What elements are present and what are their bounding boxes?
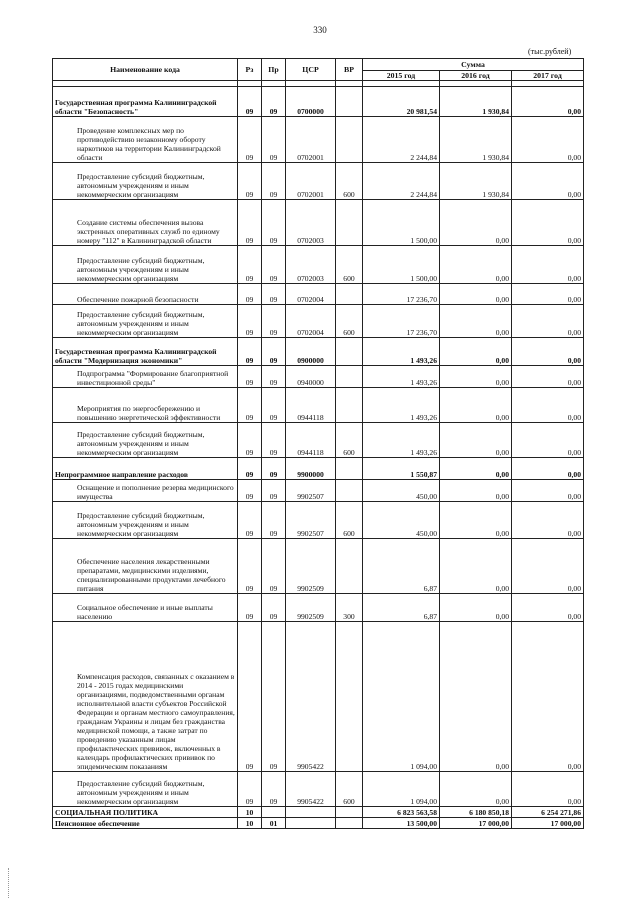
cell-vr (336, 458, 363, 480)
cell-2017: 17 000,00 (512, 818, 584, 829)
cell-2015: 1 550,87 (363, 458, 440, 480)
cell-name: Создание системы обеспечения вызова экстренных оперативных служб по единому номеру "112" в Калининградской области (53, 200, 238, 246)
cell-vr: 600 (336, 305, 363, 338)
cell-2017: 0,00 (512, 366, 584, 388)
table-row (53, 807, 584, 818)
margin-marks (8, 868, 11, 898)
table-row (53, 622, 584, 772)
cell-csr: 9902509 (286, 539, 336, 594)
cell-2016: 17 000,00 (440, 818, 512, 829)
header-year-2017: 2017 год (512, 71, 584, 81)
cell-2017: 0,00 (512, 246, 584, 284)
cell-vr (336, 200, 363, 246)
cell-vr: 600 (336, 772, 363, 807)
cell-pr: 09 (262, 305, 286, 338)
cell-vr (336, 338, 363, 366)
cell-2015: 2 244,84 (363, 163, 440, 200)
cell-vr: 600 (336, 163, 363, 200)
cell-2017: 0,00 (512, 117, 584, 163)
header-vr: ВР (336, 59, 363, 81)
cell-2017: 0,00 (512, 480, 584, 502)
cell-2016: 0,00 (440, 423, 512, 458)
cell-2016: 0,00 (440, 458, 512, 480)
cell-vr (336, 284, 363, 305)
cell-2015: 1 493,26 (363, 338, 440, 366)
cell-pr: 09 (262, 87, 286, 117)
cell-rz: 09 (238, 594, 262, 622)
cell-pr: 01 (262, 818, 286, 829)
table-row (53, 480, 584, 502)
cell-2017: 0,00 (512, 388, 584, 423)
table-row (53, 305, 584, 338)
cell-csr (286, 818, 336, 829)
cell-vr (336, 622, 363, 772)
cell-2015: 1 493,26 (363, 423, 440, 458)
cell-2017: 0,00 (512, 594, 584, 622)
cell-name: Оснащение и пополнение резерва медицинского имущества (53, 480, 238, 502)
cell-2015: 1 094,00 (363, 772, 440, 807)
cell-vr: 600 (336, 423, 363, 458)
cell-2017: 0,00 (512, 423, 584, 458)
header-sum: Сумма (363, 59, 584, 71)
cell-pr: 09 (262, 388, 286, 423)
cell-name: Мероприятия по энергосбережению и повышению энергетической эффективности (53, 388, 238, 423)
cell-2015: 1 493,26 (363, 366, 440, 388)
cell-rz: 09 (238, 366, 262, 388)
table-row (53, 594, 584, 622)
cell-2017: 0,00 (512, 163, 584, 200)
cell-2017: 0,00 (512, 502, 584, 539)
table-row (53, 200, 584, 246)
cell-2017: 0,00 (512, 622, 584, 772)
cell-2017: 0,00 (512, 284, 584, 305)
cell-2016: 0,00 (440, 366, 512, 388)
cell-2016: 1 930,84 (440, 163, 512, 200)
cell-pr (262, 807, 286, 818)
cell-pr: 09 (262, 338, 286, 366)
cell-csr: 0900000 (286, 338, 336, 366)
cell-2015: 1 493,26 (363, 388, 440, 423)
table-row (53, 338, 584, 366)
cell-2016: 0,00 (440, 594, 512, 622)
cell-vr (336, 818, 363, 829)
cell-pr: 09 (262, 423, 286, 458)
cell-2016: 1 930,84 (440, 87, 512, 117)
cell-csr: 0702003 (286, 246, 336, 284)
cell-2017: 6 254 271,86 (512, 807, 584, 818)
cell-2016: 1 930,84 (440, 117, 512, 163)
cell-pr: 09 (262, 117, 286, 163)
cell-pr: 09 (262, 366, 286, 388)
cell-pr: 09 (262, 284, 286, 305)
cell-2015: 450,00 (363, 480, 440, 502)
units-note: (тыс.рублей) (528, 47, 572, 56)
cell-2017: 0,00 (512, 305, 584, 338)
cell-csr: 9902507 (286, 502, 336, 539)
table-row (53, 117, 584, 163)
cell-2017: 0,00 (512, 87, 584, 117)
table-row (53, 284, 584, 305)
table-row (53, 772, 584, 807)
table-row (53, 87, 584, 117)
cell-2016: 0,00 (440, 502, 512, 539)
cell-name: Подпрограмма "Формирование благоприятной инвестиционной среды" (53, 366, 238, 388)
table-row (53, 458, 584, 480)
cell-vr: 600 (336, 246, 363, 284)
table-row (53, 539, 584, 594)
cell-2017: 0,00 (512, 200, 584, 246)
cell-rz: 09 (238, 772, 262, 807)
cell-rz: 09 (238, 87, 262, 117)
cell-2017: 0,00 (512, 539, 584, 594)
cell-2017: 0,00 (512, 772, 584, 807)
header-pr: Пр (262, 59, 286, 81)
cell-2016: 0,00 (440, 246, 512, 284)
cell-name: Предоставление субсидий бюджетным, автономным учреждениям и иным некоммерческим организациям (53, 246, 238, 284)
cell-pr: 09 (262, 246, 286, 284)
cell-name: Предоставление субсидий бюджетным, автономным учреждениям и иным некоммерческим организациям (53, 502, 238, 539)
cell-csr: 0702001 (286, 163, 336, 200)
cell-pr: 09 (262, 458, 286, 480)
cell-name: Государственная программа Калининградской области "Модернизация экономики" (53, 338, 238, 366)
table-row (53, 163, 584, 200)
cell-pr: 09 (262, 772, 286, 807)
cell-csr: 0702003 (286, 200, 336, 246)
cell-pr: 09 (262, 622, 286, 772)
cell-name: Предоставление субсидий бюджетным, автономным учреждениям и иным некоммерческим организациям (53, 163, 238, 200)
header-csr: ЦСР (286, 59, 336, 81)
cell-vr (336, 388, 363, 423)
header-year-2016: 2016 год (440, 71, 512, 81)
cell-2016: 0,00 (440, 772, 512, 807)
cell-vr (336, 807, 363, 818)
budget-table (52, 58, 584, 829)
header-name: Наименование кода (53, 59, 238, 81)
cell-csr: 0702001 (286, 117, 336, 163)
cell-2015: 6 823 563,58 (363, 807, 440, 818)
cell-name: СОЦИАЛЬНАЯ ПОЛИТИКА (53, 807, 238, 818)
cell-csr: 9900000 (286, 458, 336, 480)
header-year-2015: 2015 год (363, 71, 440, 81)
cell-rz: 10 (238, 807, 262, 818)
cell-csr: 0944118 (286, 388, 336, 423)
cell-rz: 09 (238, 284, 262, 305)
cell-vr (336, 480, 363, 502)
cell-csr: 0702004 (286, 284, 336, 305)
cell-pr: 09 (262, 163, 286, 200)
cell-rz: 09 (238, 502, 262, 539)
cell-2015: 17 236,70 (363, 305, 440, 338)
cell-csr: 9902509 (286, 594, 336, 622)
cell-name: Пенсионное обеспечение (53, 818, 238, 829)
cell-2016: 0,00 (440, 284, 512, 305)
cell-rz: 09 (238, 480, 262, 502)
cell-csr: 9905422 (286, 772, 336, 807)
cell-pr: 09 (262, 200, 286, 246)
cell-name: Государственная программа Калининградской области "Безопасность" (53, 87, 238, 117)
cell-2015: 6,87 (363, 539, 440, 594)
cell-2017: 0,00 (512, 338, 584, 366)
cell-2015: 1 500,00 (363, 246, 440, 284)
cell-2015: 450,00 (363, 502, 440, 539)
table-row (53, 502, 584, 539)
cell-rz: 09 (238, 539, 262, 594)
cell-csr (286, 807, 336, 818)
cell-csr: 0944118 (286, 423, 336, 458)
cell-2017: 0,00 (512, 458, 584, 480)
cell-2015: 13 500,00 (363, 818, 440, 829)
cell-2015: 2 244,84 (363, 117, 440, 163)
cell-csr: 0702004 (286, 305, 336, 338)
cell-2016: 0,00 (440, 480, 512, 502)
table-row (53, 388, 584, 423)
table-body (53, 81, 584, 829)
cell-rz: 10 (238, 818, 262, 829)
cell-csr: 9905422 (286, 622, 336, 772)
cell-csr: 0940000 (286, 366, 336, 388)
cell-rz: 09 (238, 458, 262, 480)
cell-rz: 09 (238, 388, 262, 423)
cell-rz: 09 (238, 200, 262, 246)
cell-name: Непрограммное направление расходов (53, 458, 238, 480)
cell-pr: 09 (262, 480, 286, 502)
cell-vr (336, 539, 363, 594)
cell-2015: 1 094,00 (363, 622, 440, 772)
cell-2016: 0,00 (440, 200, 512, 246)
cell-pr: 09 (262, 539, 286, 594)
cell-name: Компенсация расходов, связанных с оказанием в 2014 - 2015 годах медицинскими организациями, подведомственными органам исполнительной власти субъектов Российской Федерации и органам местного самоуправления, гражданам Украины и лицам без гражданства медицинской помощи, а также затрат по проведению указанным лицам профилактических прививок, включенных в календарь профилактических прививок по эпидемическим показаниям (53, 622, 238, 772)
cell-name: Проведение комплексных мер по противодействию незаконному обороту наркотиков на территории Калининградской области (53, 117, 238, 163)
cell-2015: 6,87 (363, 594, 440, 622)
cell-csr: 0700000 (286, 87, 336, 117)
cell-csr: 9902507 (286, 480, 336, 502)
cell-vr (336, 117, 363, 163)
cell-rz: 09 (238, 117, 262, 163)
cell-name: Предоставление субсидий бюджетным, автономным учреждениям и иным некоммерческим организациям (53, 305, 238, 338)
cell-vr: 600 (336, 502, 363, 539)
cell-name: Предоставление субсидий бюджетным, автономным учреждениям и иным некоммерческим организациям (53, 772, 238, 807)
cell-rz: 09 (238, 305, 262, 338)
cell-name: Обеспечение населения лекарственными препаратами, медицинскими изделиями, специализированными продуктами лечебного питания (53, 539, 238, 594)
cell-rz: 09 (238, 622, 262, 772)
cell-pr: 09 (262, 502, 286, 539)
cell-2016: 6 180 850,18 (440, 807, 512, 818)
cell-rz: 09 (238, 338, 262, 366)
cell-2016: 0,00 (440, 305, 512, 338)
cell-rz: 09 (238, 163, 262, 200)
cell-vr: 300 (336, 594, 363, 622)
cell-vr (336, 366, 363, 388)
cell-name: Социальное обеспечение и иные выплаты населению (53, 594, 238, 622)
cell-2015: 20 981,54 (363, 87, 440, 117)
cell-name: Предоставление субсидий бюджетным, автономным учреждениям и иным некоммерческим организациям (53, 423, 238, 458)
table-row (53, 246, 584, 284)
cell-2015: 17 236,70 (363, 284, 440, 305)
cell-pr: 09 (262, 594, 286, 622)
cell-2016: 0,00 (440, 388, 512, 423)
cell-rz: 09 (238, 246, 262, 284)
page-number: 330 (313, 25, 327, 35)
cell-vr (336, 87, 363, 117)
cell-rz: 09 (238, 423, 262, 458)
cell-2016: 0,00 (440, 539, 512, 594)
cell-name: Обеспечение пожарной безопасности (53, 284, 238, 305)
cell-2015: 1 500,00 (363, 200, 440, 246)
cell-2016: 0,00 (440, 622, 512, 772)
table-row (53, 423, 584, 458)
cell-2016: 0,00 (440, 338, 512, 366)
header-rz: Рз (238, 59, 262, 81)
table-row (53, 366, 584, 388)
table-row (53, 818, 584, 829)
